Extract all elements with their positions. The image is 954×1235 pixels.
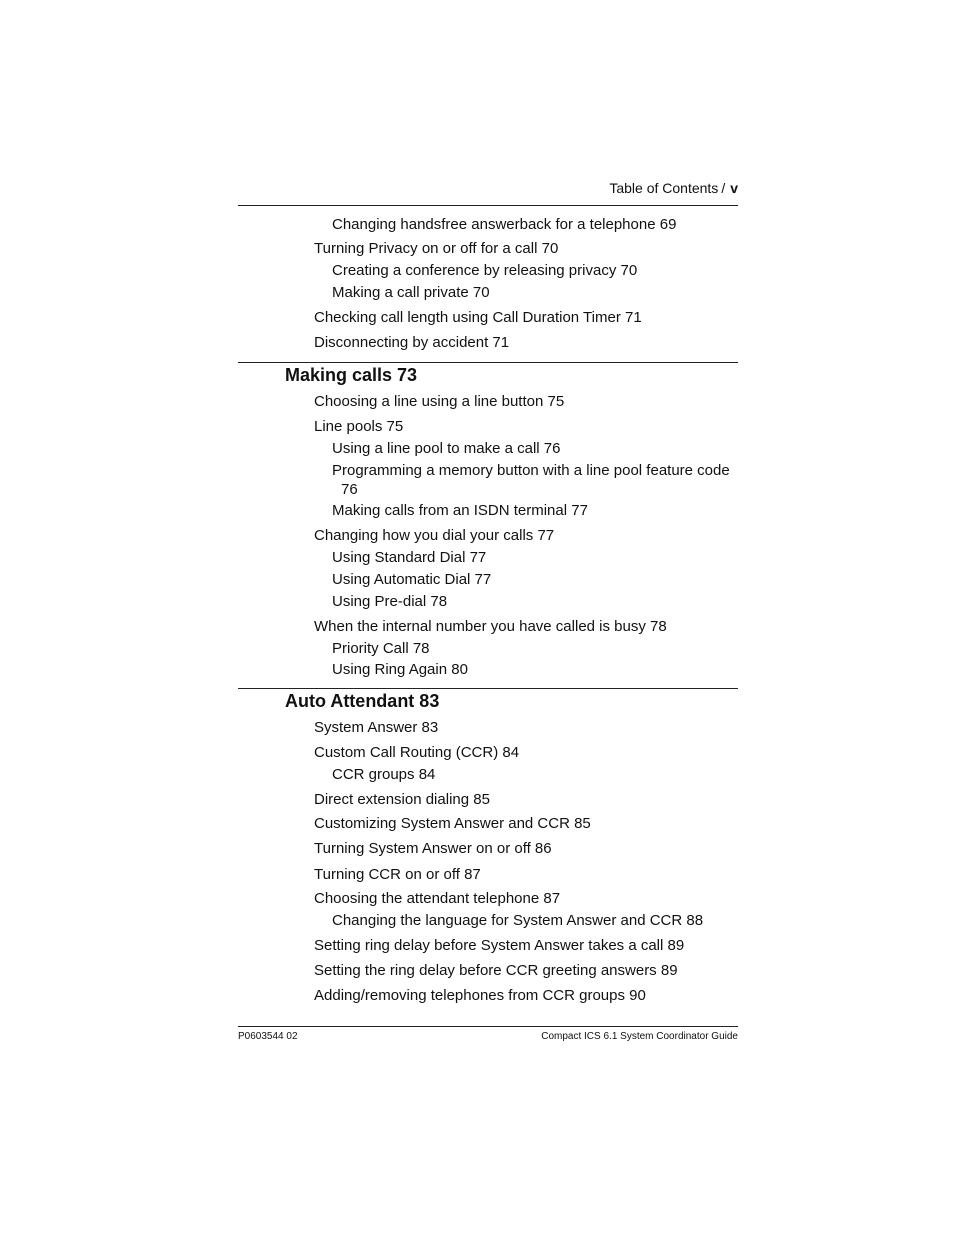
toc-entry[interactable]: Changing how you dial your calls 77 bbox=[314, 527, 555, 544]
header-separator: / bbox=[721, 180, 726, 196]
header-title: Table of Contents bbox=[609, 180, 719, 196]
toc-entry[interactable]: Using Pre-dial 78 bbox=[332, 593, 448, 610]
section-heading-making-calls[interactable]: Making calls 73 bbox=[285, 365, 418, 385]
header-rule bbox=[238, 205, 738, 206]
header-page-number: v bbox=[730, 180, 738, 196]
toc-entry[interactable]: Priority Call 78 bbox=[332, 640, 430, 657]
toc-entry[interactable]: Customizing System Answer and CCR 85 bbox=[314, 815, 591, 832]
toc-entry[interactable]: Disconnecting by accident 71 bbox=[314, 334, 510, 351]
section-rule bbox=[238, 688, 738, 689]
toc-entry[interactable]: When the internal number you have called is busy 78 bbox=[314, 618, 667, 635]
toc-entry[interactable]: Turning System Answer on or off 86 bbox=[314, 840, 552, 857]
toc-entry[interactable]: Creating a conference by releasing privacy 70 bbox=[332, 262, 638, 279]
toc-entry-page-continuation[interactable]: 76 bbox=[341, 481, 358, 498]
toc-entry[interactable]: Programming a memory button with a line pool feature code bbox=[332, 462, 730, 479]
toc-entry[interactable]: Changing handsfree answerback for a telephone 69 bbox=[332, 216, 677, 233]
toc-entry[interactable]: Using a line pool to make a call 76 bbox=[332, 440, 561, 457]
toc-entry[interactable]: Making a call private 70 bbox=[332, 284, 490, 301]
running-header bbox=[609, 180, 738, 196]
toc-entry[interactable]: Using Ring Again 80 bbox=[332, 661, 468, 678]
footer-doc-number: P0603544 02 bbox=[238, 1031, 298, 1042]
toc-entry[interactable]: Line pools 75 bbox=[314, 418, 404, 435]
toc-entry[interactable]: Changing the language for System Answer and CCR 88 bbox=[332, 912, 704, 929]
toc-entry[interactable]: Choosing a line using a line button 75 bbox=[314, 393, 565, 410]
toc-entry[interactable]: System Answer 83 bbox=[314, 719, 439, 736]
toc-entry[interactable]: Making calls from an ISDN terminal 77 bbox=[332, 502, 588, 519]
toc-entry[interactable]: Choosing the attendant telephone 87 bbox=[314, 890, 561, 907]
toc-entry[interactable]: Checking call length using Call Duration Timer 71 bbox=[314, 309, 642, 326]
toc-entry[interactable]: Adding/removing telephones from CCR groups 90 bbox=[314, 987, 646, 1004]
toc-entry[interactable]: Direct extension dialing 85 bbox=[314, 791, 490, 808]
toc-entry[interactable]: Using Automatic Dial 77 bbox=[332, 571, 492, 588]
toc-entry[interactable]: Setting ring delay before System Answer takes a call 89 bbox=[314, 937, 685, 954]
toc-entry[interactable]: Turning CCR on or off 87 bbox=[314, 866, 481, 883]
footer-rule bbox=[238, 1026, 738, 1027]
toc-entry[interactable]: CCR groups 84 bbox=[332, 766, 436, 783]
section-rule bbox=[238, 362, 738, 363]
toc-entry[interactable]: Setting the ring delay before CCR greeting answers 89 bbox=[314, 962, 678, 979]
footer-guide-title: Compact ICS 6.1 System Coordinator Guide bbox=[541, 1031, 738, 1042]
section-heading-auto-attendant[interactable]: Auto Attendant 83 bbox=[285, 691, 440, 711]
toc-entry[interactable]: Custom Call Routing (CCR) 84 bbox=[314, 744, 520, 761]
toc-entry[interactable]: Turning Privacy on or off for a call 70 bbox=[314, 240, 559, 257]
toc-entry[interactable]: Using Standard Dial 77 bbox=[332, 549, 487, 566]
